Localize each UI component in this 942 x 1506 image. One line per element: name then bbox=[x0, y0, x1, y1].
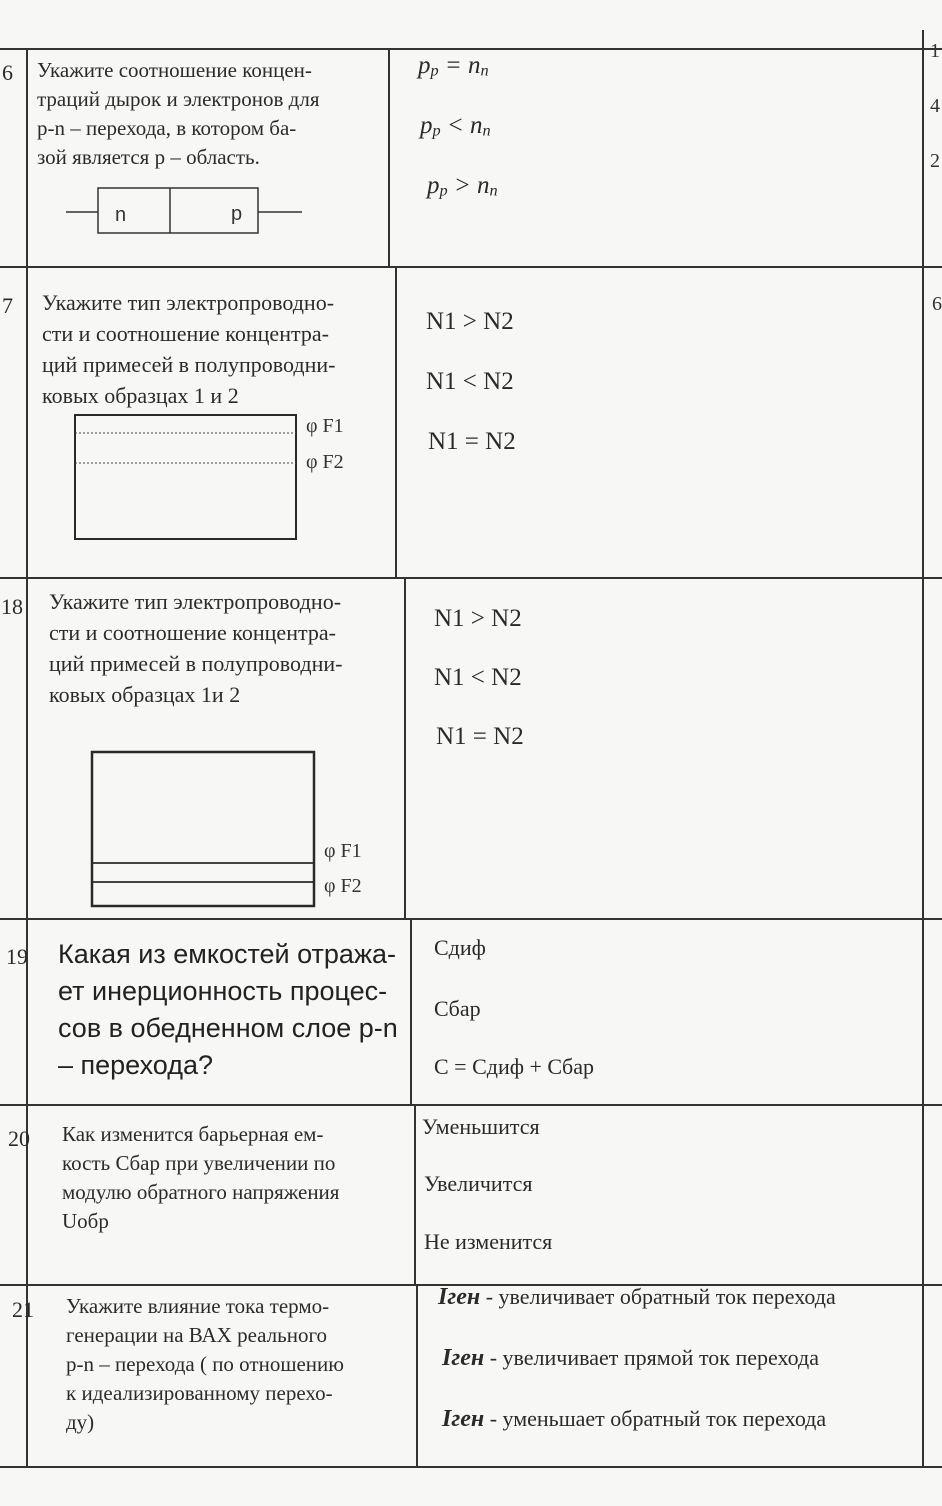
column-divider bbox=[414, 1104, 416, 1284]
edge-mark: 2 bbox=[930, 150, 940, 172]
question-text: Как изменится барьерная ем- кость Cбар при увеличении по модулю обратного напряжения Uобр bbox=[62, 1122, 340, 1233]
column-divider bbox=[404, 577, 406, 918]
answer-option[interactable]: $p_p < n_n$ bbox=[420, 112, 491, 140]
column-divider bbox=[26, 48, 28, 1466]
pn-junction-diagram bbox=[66, 184, 306, 240]
question-text: Укажите влияние тока термо- генерации на ВАХ реального p-n – перехода ( по отношению к идеализированному перехо- ду) bbox=[66, 1294, 344, 1434]
answer-option[interactable]: Iген - увеличивает обратный ток перехода bbox=[438, 1284, 836, 1310]
answer-option[interactable]: Iген - уменьшает обратный ток перехода bbox=[442, 1406, 827, 1432]
item-number: 20 bbox=[8, 1126, 30, 1151]
fermi-level-label-2: φ F2 bbox=[324, 875, 362, 897]
answer-option[interactable]: N1 > N2 bbox=[434, 605, 522, 632]
row-divider bbox=[0, 266, 942, 268]
answer-option[interactable]: Не изменится bbox=[424, 1229, 553, 1254]
edge-mark: 1 bbox=[930, 40, 940, 62]
answer-option[interactable]: Cдиф bbox=[434, 935, 486, 960]
answer-option[interactable]: N1 > N2 bbox=[426, 308, 514, 335]
question-text: Укажите тип электропроводно- сти и соотношение концентра- ций примесей в полупроводни- ковых образцах 1 и 2 bbox=[42, 290, 336, 408]
row-divider bbox=[0, 918, 942, 920]
answer-option[interactable]: Cбар bbox=[434, 996, 481, 1021]
row-divider bbox=[0, 1466, 942, 1468]
column-divider bbox=[922, 30, 924, 1466]
column-divider bbox=[388, 48, 390, 266]
answer-option[interactable]: Увеличится bbox=[424, 1171, 533, 1196]
edge-mark: 6 bbox=[932, 293, 942, 315]
p-region-label: p bbox=[231, 203, 243, 225]
column-divider bbox=[416, 1284, 418, 1466]
n-region-label: n bbox=[115, 204, 127, 226]
question-text: Какая из емкостей отража- ет инерционность процес- сов в обедненном слое p-n – перехода? bbox=[58, 939, 398, 1080]
fermi-level-label-2: φ F2 bbox=[306, 451, 344, 473]
question-text: Укажите соотношение концен- траций дырок и электронов для p-n – перехода, в котором ба- зой является p – область. bbox=[37, 58, 320, 169]
item-number: 21 bbox=[12, 1297, 34, 1322]
answer-option[interactable]: N1 = N2 bbox=[428, 428, 516, 455]
answer-option[interactable]: $p_p > n_n$ bbox=[427, 172, 498, 200]
item-number: 19 bbox=[6, 944, 28, 969]
energy-band-diagram bbox=[90, 750, 318, 910]
energy-band-diagram bbox=[72, 412, 302, 542]
answer-option[interactable]: N1 = N2 bbox=[436, 723, 524, 750]
question-text: Укажите тип электропроводно- сти и соотношение концентра- ций примесей в полупроводни- ковых образцах 1и 2 bbox=[49, 589, 343, 707]
item-number: 7 bbox=[2, 293, 13, 318]
answer-option[interactable]: N1 < N2 bbox=[434, 664, 522, 691]
answer-option[interactable]: $p_p = n_n$ bbox=[418, 52, 489, 80]
answer-option[interactable]: N1 < N2 bbox=[426, 368, 514, 395]
column-divider bbox=[410, 918, 412, 1104]
fermi-level-label-1: φ F1 bbox=[306, 415, 344, 437]
fermi-level-label-1: φ F1 bbox=[324, 840, 362, 862]
answer-option[interactable]: C = Cдиф + Cбар bbox=[434, 1054, 595, 1079]
item-number: 18 bbox=[1, 594, 23, 619]
answer-option[interactable]: Iген - увеличивает прямой ток перехода bbox=[442, 1345, 819, 1371]
item-number: 6 bbox=[2, 60, 13, 85]
row-divider bbox=[0, 577, 942, 579]
column-divider bbox=[395, 266, 397, 577]
answer-option[interactable]: Уменьшится bbox=[422, 1114, 540, 1139]
row-divider bbox=[0, 1104, 942, 1106]
edge-mark: 4 bbox=[930, 95, 940, 117]
row-divider bbox=[0, 48, 942, 50]
